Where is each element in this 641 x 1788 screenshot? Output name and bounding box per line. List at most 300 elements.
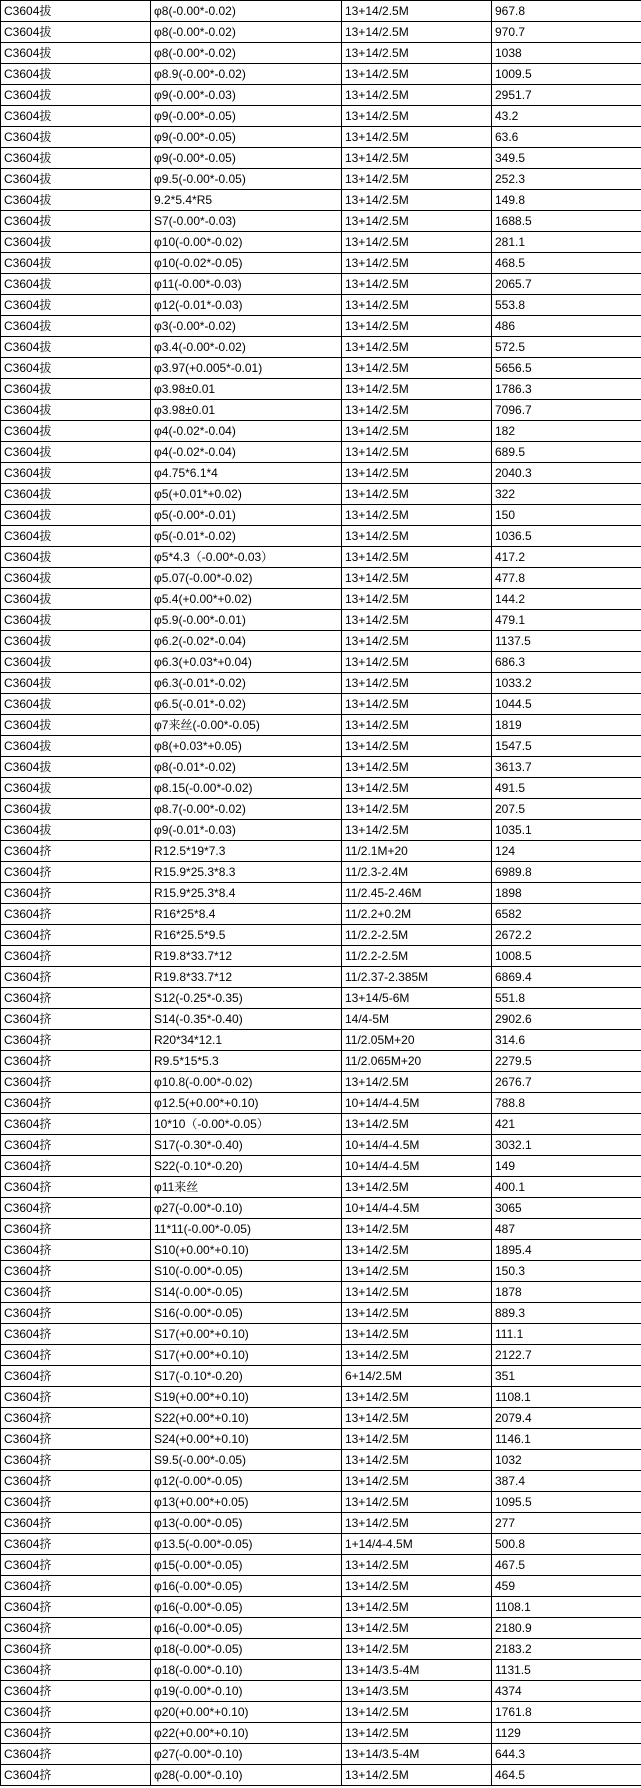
material-cell: C3604挤 — [1, 1555, 151, 1576]
spec-cell: R15.9*25.3*8.4 — [151, 883, 342, 904]
length-spec-cell: 13+14/2.5M — [342, 22, 492, 43]
table-row — [1, 1072, 641, 1093]
weight-cell: 464.5 — [492, 1765, 641, 1786]
table-row — [1, 1660, 641, 1681]
weight-cell: 1547.5 — [492, 736, 641, 757]
length-spec-cell: 13+14/2.5M — [342, 358, 492, 379]
material-cell: C3604拔 — [1, 274, 151, 295]
material-cell: C3604拔 — [1, 820, 151, 841]
length-spec-cell: 13+14/3.5-4M — [342, 1744, 492, 1765]
table-row — [1, 568, 641, 589]
weight-cell: 1095.5 — [492, 1492, 641, 1513]
length-spec-cell: 13+14/2.5M — [342, 631, 492, 652]
spec-cell: φ8(-0.00*-0.02) — [151, 43, 342, 64]
material-cell: C3604拔 — [1, 64, 151, 85]
material-cell: C3604拔 — [1, 1, 151, 22]
spec-cell: R19.8*33.7*12 — [151, 967, 342, 988]
length-spec-cell: 13+14/2.5M — [342, 484, 492, 505]
table-row — [1, 1618, 641, 1639]
weight-cell: 491.5 — [492, 778, 641, 799]
material-cell: C3604挤 — [1, 1744, 151, 1765]
spec-cell: φ13(+0.00*+0.05) — [151, 1492, 342, 1513]
length-spec-cell: 13+14/2.5M — [342, 127, 492, 148]
table-row — [1, 484, 641, 505]
spec-cell: φ3(-0.00*-0.02) — [151, 316, 342, 337]
table-row — [1, 1177, 641, 1198]
spec-cell: φ9.5(-0.00*-0.05) — [151, 169, 342, 190]
table-row — [1, 799, 641, 820]
spec-cell: φ5(+0.01*+0.02) — [151, 484, 342, 505]
material-cell: C3604拔 — [1, 505, 151, 526]
weight-cell: 2079.4 — [492, 1408, 641, 1429]
weight-cell: 467.5 — [492, 1555, 641, 1576]
table-row — [1, 106, 641, 127]
spec-cell: φ8(-0.00*-0.02) — [151, 1, 342, 22]
spec-cell: S14(-0.35*-0.40) — [151, 1009, 342, 1030]
length-spec-cell: 11/2.1M+20 — [342, 841, 492, 862]
spec-cell: φ5.07(-0.00*-0.02) — [151, 568, 342, 589]
table-row — [1, 22, 641, 43]
weight-cell: 1108.1 — [492, 1387, 641, 1408]
spec-cell: φ9(-0.00*-0.05) — [151, 148, 342, 169]
table-row — [1, 1093, 641, 1114]
material-cell: C3604挤 — [1, 1051, 151, 1072]
table-row — [1, 1240, 641, 1261]
weight-cell: 6582 — [492, 904, 641, 925]
spec-cell: S17(+0.00*+0.10) — [151, 1345, 342, 1366]
table-row — [1, 967, 641, 988]
material-cell: C3604拔 — [1, 211, 151, 232]
length-spec-cell: 13+14/2.5M — [342, 1408, 492, 1429]
length-spec-cell: 13+14/2.5M — [342, 442, 492, 463]
table-row — [1, 1408, 641, 1429]
weight-cell: 150.3 — [492, 1261, 641, 1282]
table-row — [1, 1009, 641, 1030]
table-row — [1, 1261, 641, 1282]
table-row — [1, 1429, 641, 1450]
length-spec-cell: 13+14/2.5M — [342, 253, 492, 274]
table-row — [1, 610, 641, 631]
material-cell: C3604挤 — [1, 904, 151, 925]
material-cell: C3604拔 — [1, 463, 151, 484]
material-cell: C3604挤 — [1, 1387, 151, 1408]
length-spec-cell: 13+14/2.5M — [342, 1072, 492, 1093]
weight-cell: 1137.5 — [492, 631, 641, 652]
table-row — [1, 589, 641, 610]
table-row — [1, 1534, 641, 1555]
length-spec-cell: 13+14/2.5M — [342, 1555, 492, 1576]
length-spec-cell: 13+14/2.5M — [342, 1765, 492, 1786]
length-spec-cell: 13+14/2.5M — [342, 379, 492, 400]
table-row — [1, 925, 641, 946]
spec-cell: φ6.3(+0.03*+0.04) — [151, 652, 342, 673]
table-row — [1, 358, 641, 379]
material-cell: C3604拔 — [1, 379, 151, 400]
length-spec-cell: 13+14/2.5M — [342, 232, 492, 253]
spec-cell: φ18(-0.00*-0.10) — [151, 1660, 342, 1681]
weight-cell: 144.2 — [492, 589, 641, 610]
material-cell: C3604拔 — [1, 43, 151, 64]
material-cell: C3604拔 — [1, 568, 151, 589]
table-row — [1, 1135, 641, 1156]
weight-cell: 1036.5 — [492, 526, 641, 547]
table-row — [1, 1030, 641, 1051]
spec-cell: S24(+0.00*+0.10) — [151, 1429, 342, 1450]
weight-cell: 387.4 — [492, 1471, 641, 1492]
spec-cell: φ8(-0.01*-0.02) — [151, 757, 342, 778]
spec-cell: φ27(-0.00*-0.10) — [151, 1744, 342, 1765]
spec-cell: φ3.97(+0.005*-0.01) — [151, 358, 342, 379]
spec-cell: S17(+0.00*+0.10) — [151, 1324, 342, 1345]
table-row — [1, 85, 641, 106]
weight-cell: 2672.2 — [492, 925, 641, 946]
length-spec-cell: 13+14/2.5M — [342, 211, 492, 232]
spec-cell: S22(+0.00*+0.10) — [151, 1408, 342, 1429]
spec-cell: S22(-0.10*-0.20) — [151, 1156, 342, 1177]
table-row — [1, 673, 641, 694]
weight-cell: 150 — [492, 505, 641, 526]
table-row — [1, 1597, 641, 1618]
table-row — [1, 1219, 641, 1240]
table-row — [1, 1639, 641, 1660]
length-spec-cell: 13+14/2.5M — [342, 1387, 492, 1408]
spec-cell: R9.5*15*5.3 — [151, 1051, 342, 1072]
material-cell: C3604拔 — [1, 85, 151, 106]
weight-cell: 1008.5 — [492, 946, 641, 967]
length-spec-cell: 13+14/2.5M — [342, 1345, 492, 1366]
weight-cell: 6869.4 — [492, 967, 641, 988]
table-row — [1, 841, 641, 862]
weight-cell: 551.8 — [492, 988, 641, 1009]
length-spec-cell: 13+14/2.5M — [342, 1282, 492, 1303]
spec-cell: φ8.9(-0.00*-0.02) — [151, 64, 342, 85]
spec-cell: φ15(-0.00*-0.05) — [151, 1555, 342, 1576]
spec-cell: φ20(+0.00*+0.10) — [151, 1702, 342, 1723]
material-cell: C3604拔 — [1, 190, 151, 211]
spec-cell: φ13(-0.00*-0.05) — [151, 1513, 342, 1534]
weight-cell: 149 — [492, 1156, 641, 1177]
material-cell: C3604拔 — [1, 442, 151, 463]
spec-cell: φ6.5(-0.01*-0.02) — [151, 694, 342, 715]
weight-cell: 686.3 — [492, 652, 641, 673]
material-cell: C3604拔 — [1, 232, 151, 253]
table-row — [1, 631, 641, 652]
weight-cell: 417.2 — [492, 547, 641, 568]
length-spec-cell: 11/2.37-2.385M — [342, 967, 492, 988]
spec-cell: φ9(-0.01*-0.03) — [151, 820, 342, 841]
table-row — [1, 946, 641, 967]
table-row — [1, 988, 641, 1009]
material-cell: C3604挤 — [1, 946, 151, 967]
length-spec-cell: 13+14/2.5M — [342, 799, 492, 820]
weight-cell: 5656.5 — [492, 358, 641, 379]
spec-cell: φ3.98±0.01 — [151, 400, 342, 421]
table-row — [1, 232, 641, 253]
weight-cell: 1898 — [492, 883, 641, 904]
table-row — [1, 736, 641, 757]
material-cell: C3604挤 — [1, 1303, 151, 1324]
material-cell: C3604拔 — [1, 631, 151, 652]
table-row — [1, 1366, 641, 1387]
spec-cell: φ6.2(-0.02*-0.04) — [151, 631, 342, 652]
material-cell: C3604拔 — [1, 715, 151, 736]
material-cell: C3604挤 — [1, 1534, 151, 1555]
table-row — [1, 1765, 641, 1786]
material-cell: C3604挤 — [1, 925, 151, 946]
length-spec-cell: 13+14/2.5M — [342, 778, 492, 799]
material-cell: C3604挤 — [1, 1219, 151, 1240]
weight-cell: 421 — [492, 1114, 641, 1135]
length-spec-cell: 10+14/4-4.5M — [342, 1135, 492, 1156]
length-spec-cell: 13+14/2.5M — [342, 1513, 492, 1534]
material-cell: C3604拔 — [1, 778, 151, 799]
spec-cell: φ4(-0.02*-0.04) — [151, 421, 342, 442]
table-row — [1, 1198, 641, 1219]
material-cell: C3604拔 — [1, 316, 151, 337]
length-spec-cell: 13+14/2.5M — [342, 169, 492, 190]
weight-cell: 1038 — [492, 43, 641, 64]
material-cell: C3604拔 — [1, 673, 151, 694]
weight-cell: 111.1 — [492, 1324, 641, 1345]
length-spec-cell: 13+14/2.5M — [342, 295, 492, 316]
length-spec-cell: 13+14/2.5M — [342, 316, 492, 337]
weight-cell: 149.8 — [492, 190, 641, 211]
length-spec-cell: 10+14/4-4.5M — [342, 1156, 492, 1177]
table-row — [1, 694, 641, 715]
weight-cell: 572.5 — [492, 337, 641, 358]
table-row — [1, 1744, 641, 1765]
spec-cell: S10(-0.00*-0.05) — [151, 1261, 342, 1282]
material-cell: C3604挤 — [1, 1114, 151, 1135]
table-row — [1, 274, 641, 295]
weight-cell: 4374 — [492, 1681, 641, 1702]
material-cell: C3604挤 — [1, 1072, 151, 1093]
spec-cell: 11*11(-0.00*-0.05) — [151, 1219, 342, 1240]
length-spec-cell: 13+14/2.5M — [342, 1324, 492, 1345]
weight-cell: 2676.7 — [492, 1072, 641, 1093]
table-row — [1, 1387, 641, 1408]
spec-cell: S17(-0.30*-0.40) — [151, 1135, 342, 1156]
weight-cell: 2902.6 — [492, 1009, 641, 1030]
spec-cell: φ16(-0.00*-0.05) — [151, 1576, 342, 1597]
table-row — [1, 337, 641, 358]
spec-cell: φ12(-0.00*-0.05) — [151, 1471, 342, 1492]
table-row — [1, 1156, 641, 1177]
table-row — [1, 127, 641, 148]
length-spec-cell: 13+14/2.5M — [342, 1471, 492, 1492]
table-row — [1, 1555, 641, 1576]
length-spec-cell: 13+14/2.5M — [342, 694, 492, 715]
table-row — [1, 547, 641, 568]
length-spec-cell: 13+14/2.5M — [342, 715, 492, 736]
table-row — [1, 316, 641, 337]
material-cell: C3604挤 — [1, 1471, 151, 1492]
length-spec-cell: 13+14/2.5M — [342, 190, 492, 211]
length-spec-cell: 13+14/2.5M — [342, 43, 492, 64]
weight-cell: 3613.7 — [492, 757, 641, 778]
length-spec-cell: 13+14/2.5M — [342, 610, 492, 631]
spec-cell: φ10.8(-0.00*-0.02) — [151, 1072, 342, 1093]
weight-cell: 1146.1 — [492, 1429, 641, 1450]
spec-cell: φ5*4.3（-0.00*-0.03） — [151, 547, 342, 568]
weight-cell: 1129 — [492, 1723, 641, 1744]
material-cell: C3604拔 — [1, 22, 151, 43]
length-spec-cell: 11/2.2-2.5M — [342, 946, 492, 967]
spec-cell: φ16(-0.00*-0.05) — [151, 1618, 342, 1639]
spec-cell: φ5(-0.01*-0.02) — [151, 526, 342, 547]
weight-cell: 1131.5 — [492, 1660, 641, 1681]
length-spec-cell: 11/2.2-2.5M — [342, 925, 492, 946]
spec-cell: φ10(-0.02*-0.05) — [151, 253, 342, 274]
length-spec-cell: 10+14/4-4.5M — [342, 1198, 492, 1219]
length-spec-cell: 13+14/2.5M — [342, 1303, 492, 1324]
weight-cell: 1009.5 — [492, 64, 641, 85]
length-spec-cell: 13+14/2.5M — [342, 1, 492, 22]
material-cell: C3604拔 — [1, 358, 151, 379]
table-row — [1, 715, 641, 736]
table-row — [1, 1681, 641, 1702]
spec-cell: φ3.4(-0.00*-0.02) — [151, 337, 342, 358]
length-spec-cell: 13+14/2.5M — [342, 505, 492, 526]
material-cell: C3604挤 — [1, 1345, 151, 1366]
length-spec-cell: 13+14/2.5M — [342, 1492, 492, 1513]
weight-cell: 322 — [492, 484, 641, 505]
spec-cell: φ13.5(-0.00*-0.05) — [151, 1534, 342, 1555]
length-spec-cell: 13+14/2.5M — [342, 64, 492, 85]
length-spec-cell: 13+14/2.5M — [342, 589, 492, 610]
weight-cell: 1786.3 — [492, 379, 641, 400]
spec-cell: S17(-0.10*-0.20) — [151, 1366, 342, 1387]
spec-cell: φ12(-0.01*-0.03) — [151, 295, 342, 316]
table-row — [1, 379, 641, 400]
material-cell: C3604挤 — [1, 1366, 151, 1387]
table-row — [1, 148, 641, 169]
table-row — [1, 463, 641, 484]
material-cell: C3604拔 — [1, 694, 151, 715]
spec-cell: S19(+0.00*+0.10) — [151, 1387, 342, 1408]
inventory-table-body — [1, 1, 641, 1786]
table-row — [1, 295, 641, 316]
length-spec-cell: 13+14/2.5M — [342, 1219, 492, 1240]
length-spec-cell: 13+14/2.5M — [342, 106, 492, 127]
material-cell: C3604挤 — [1, 1450, 151, 1471]
spec-cell: R16*25.5*9.5 — [151, 925, 342, 946]
material-cell: C3604挤 — [1, 1702, 151, 1723]
weight-cell: 277 — [492, 1513, 641, 1534]
table-row — [1, 1114, 641, 1135]
weight-cell: 1033.2 — [492, 673, 641, 694]
table-row — [1, 1513, 641, 1534]
material-cell: C3604挤 — [1, 1156, 151, 1177]
spec-cell: φ5.4(+0.00*+0.02) — [151, 589, 342, 610]
weight-cell: 788.8 — [492, 1093, 641, 1114]
spec-cell: S7(-0.00*-0.03) — [151, 211, 342, 232]
table-row — [1, 1576, 641, 1597]
material-cell: C3604挤 — [1, 1324, 151, 1345]
spec-cell: 10*10（-0.00*-0.05） — [151, 1114, 342, 1135]
spec-cell: φ10(-0.00*-0.02) — [151, 232, 342, 253]
material-cell: C3604拔 — [1, 421, 151, 442]
material-cell: C3604拔 — [1, 799, 151, 820]
material-cell: C3604挤 — [1, 988, 151, 1009]
length-spec-cell: 13+14/2.5M — [342, 463, 492, 484]
material-cell: C3604拔 — [1, 127, 151, 148]
length-spec-cell: 6+14/2.5M — [342, 1366, 492, 1387]
weight-cell: 970.7 — [492, 22, 641, 43]
table-row — [1, 526, 641, 547]
material-cell: C3604拔 — [1, 148, 151, 169]
table-row — [1, 169, 641, 190]
material-cell: C3604挤 — [1, 1681, 151, 1702]
weight-cell: 3065 — [492, 1198, 641, 1219]
length-spec-cell: 10+14/4-4.5M — [342, 1093, 492, 1114]
material-cell: C3604挤 — [1, 1240, 151, 1261]
material-cell: C3604挤 — [1, 841, 151, 862]
length-spec-cell: 13+14/2.5M — [342, 1702, 492, 1723]
spec-cell: 9.2*5.4*R5 — [151, 190, 342, 211]
weight-cell: 182 — [492, 421, 641, 442]
weight-cell: 2065.7 — [492, 274, 641, 295]
weight-cell: 43.2 — [492, 106, 641, 127]
length-spec-cell: 11/2.3-2.4M — [342, 862, 492, 883]
weight-cell: 400.1 — [492, 1177, 641, 1198]
length-spec-cell: 14/4-5M — [342, 1009, 492, 1030]
spec-cell: φ28(-0.00*-0.10) — [151, 1765, 342, 1786]
material-cell: C3604挤 — [1, 1576, 151, 1597]
weight-cell: 486 — [492, 316, 641, 337]
spec-cell: R12.5*19*7.3 — [151, 841, 342, 862]
spec-cell: S16(-0.00*-0.05) — [151, 1303, 342, 1324]
weight-cell: 1895.4 — [492, 1240, 641, 1261]
material-cell: C3604拔 — [1, 610, 151, 631]
material-cell: C3604挤 — [1, 967, 151, 988]
weight-cell: 2180.9 — [492, 1618, 641, 1639]
weight-cell: 2951.7 — [492, 85, 641, 106]
length-spec-cell: 13+14/2.5M — [342, 337, 492, 358]
spec-cell: R20*34*12.1 — [151, 1030, 342, 1051]
table-row — [1, 1345, 641, 1366]
spec-cell: φ27(-0.00*-0.10) — [151, 1198, 342, 1219]
spec-cell: φ4(-0.02*-0.04) — [151, 442, 342, 463]
length-spec-cell: 13+14/3.5-4M — [342, 1660, 492, 1681]
length-spec-cell: 13+14/2.5M — [342, 148, 492, 169]
material-cell: C3604挤 — [1, 1723, 151, 1744]
table-row — [1, 652, 641, 673]
length-spec-cell: 13+14/2.5M — [342, 1114, 492, 1135]
table-row — [1, 1723, 641, 1744]
spec-cell: R15.9*25.3*8.3 — [151, 862, 342, 883]
table-row — [1, 1051, 641, 1072]
weight-cell: 500.8 — [492, 1534, 641, 1555]
table-row — [1, 1702, 641, 1723]
spec-cell: φ4.75*6.1*4 — [151, 463, 342, 484]
spec-cell: φ12.5(+0.00*+0.10) — [151, 1093, 342, 1114]
spec-cell: φ8(+0.03*+0.05) — [151, 736, 342, 757]
table-row — [1, 190, 641, 211]
material-cell: C3604挤 — [1, 1093, 151, 1114]
weight-cell: 689.5 — [492, 442, 641, 463]
length-spec-cell: 13+14/2.5M — [342, 274, 492, 295]
weight-cell: 2122.7 — [492, 1345, 641, 1366]
material-cell: C3604拔 — [1, 589, 151, 610]
weight-cell: 477.8 — [492, 568, 641, 589]
material-cell: C3604挤 — [1, 1282, 151, 1303]
material-cell: C3604挤 — [1, 1660, 151, 1681]
table-row — [1, 64, 641, 85]
spec-cell: φ19(-0.00*-0.10) — [151, 1681, 342, 1702]
material-cell: C3604挤 — [1, 1618, 151, 1639]
table-row — [1, 505, 641, 526]
